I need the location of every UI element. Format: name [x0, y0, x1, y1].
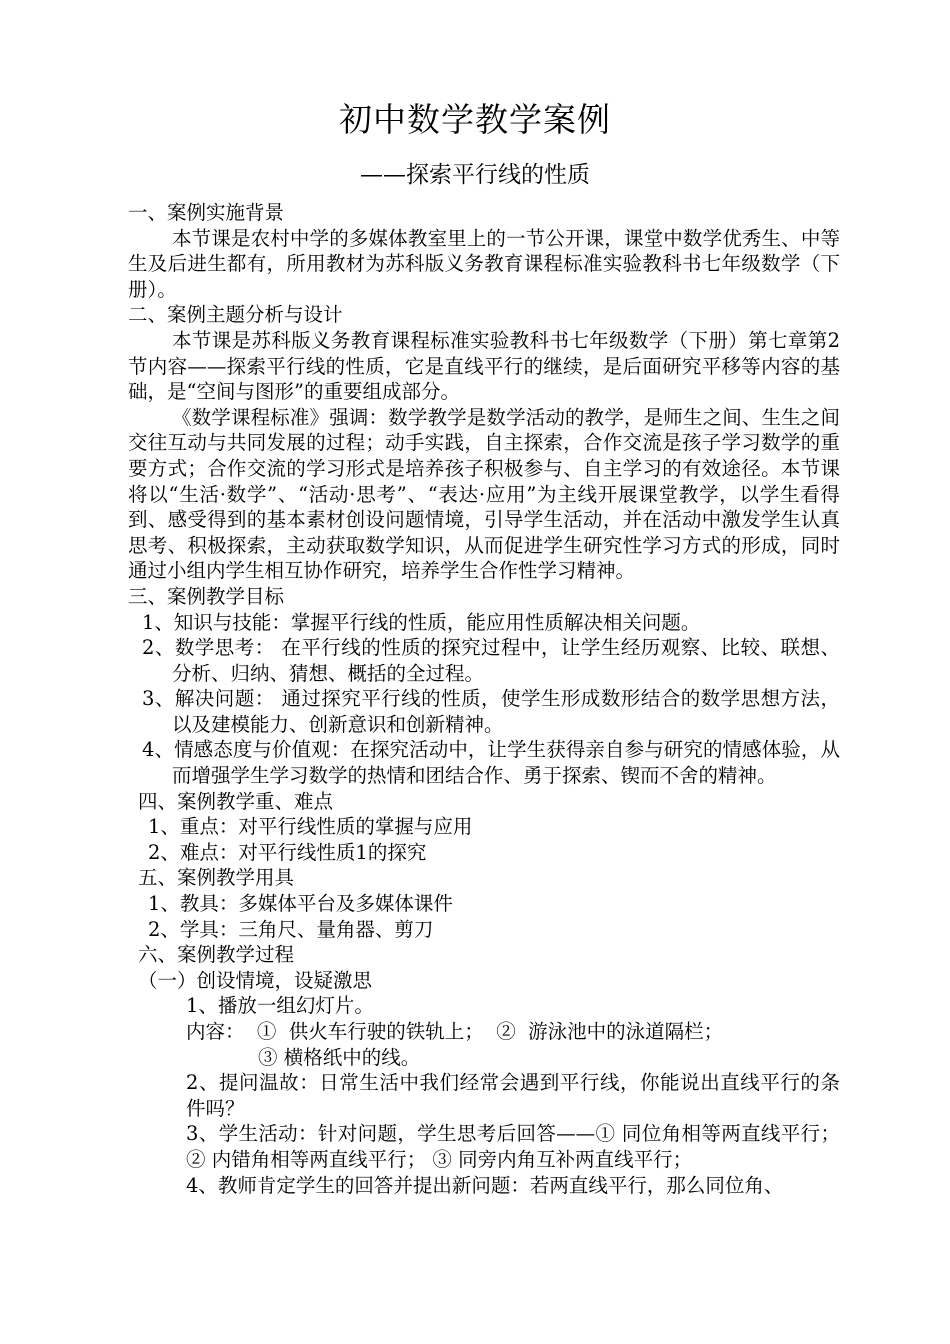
page-subtitle: ——探索平行线的性质: [360, 162, 590, 188]
list-item: 1、教具：多媒体平台及多媒体课件: [148, 892, 453, 916]
content-line: ③ 横格纸中的线。: [258, 1045, 421, 1069]
section-heading: 六、案例教学过程: [138, 943, 295, 967]
paragraph: 本节课是苏科版义务教育课程标准实验教科书七年级数学（下册）第七章第2节内容——探索平行线的性质，它是直线平行的继续，是后面研究平移等内容的基础，是“空间与图形”的重要组成部分。: [128, 328, 840, 404]
list-item: 2、难点：对平行线性质1的探究: [148, 840, 427, 864]
goal-item: 2、数学思考： 在平行线的性质的探究过程中，让学生经历观察、比较、联想、分析、归纳、猜想、概括的全过程。: [142, 636, 840, 685]
section-heading: 一、案例实施背景: [128, 201, 285, 224]
section-heading: 四、案例教学重、难点: [138, 789, 334, 813]
page-title: 初中数学教学案例: [339, 100, 611, 139]
content-line: 内容： ① 供火车行驶的铁轨上； ② 游泳池中的泳道隔栏；: [186, 1020, 724, 1043]
goal-item: 4、情感态度与价值观：在探究活动中，让学生获得亲自参与研究的情感体验，从而增强学生学习数学的热情和团结合作、勇于探索、锲而不舍的精神。: [142, 738, 840, 788]
document-body: [128, 200, 840, 1198]
goal-item: 1、知识与技能：掌握平行线的性质，能应用性质解决相关问题。: [142, 610, 701, 634]
subsection-heading: （一）创设情境，设疑激思: [138, 968, 373, 992]
process-step: 3、学生活动：针对问题，学生思考后回答——① 同位角相等两直线平行； ② 内错角相等两直线平行； ③ 同旁内角互补两直线平行；: [186, 1122, 840, 1171]
paragraph: 《数学课程标准》强调：数学教学是数学活动的教学，是师生之间、生生之间交往互动与共同发展的过程；动手实践，自主探索，合作交流是孩子学习数学的重要方式；合作交流的学习形式是培养孩子积极参与、自主学习的有效途径。本节课将以“生活·数学”、“活动·思考”、“表达·应用”为主线开展课堂教学，以学生看得到、感受得到的基本素材创设问题情境，引导学生活动，并在活动中激发学生认真思考、积极探索，主动获取数学知识，从而促进学生研究性学习方式的形成，同时通过小组内学生相互协作研究，培养学生合作性学习精神。: [128, 405, 840, 583]
goal-item: 3、解决问题： 通过探究平行线的性质，使学生形成数形结合的数学思想方法，以及建模能力、创新意识和创新精神。: [142, 687, 840, 736]
process-step: 2、提问温故：日常生活中我们经常会遇到平行线，你能说出直线平行的条件吗？: [186, 1071, 840, 1120]
section-heading: 二、案例主题分析与设计: [128, 303, 343, 327]
list-item: 1、重点：对平行线性质的掌握与应用: [148, 815, 473, 839]
list-item: 2、学具：三角尺、量角器、剪刀: [148, 917, 434, 941]
section-heading: 三、案例教学目标: [128, 584, 285, 608]
process-step: 1、播放一组幻灯片。: [186, 994, 374, 1018]
section-heading: 五、案例教学用具: [138, 866, 295, 890]
paragraph: 本节课是农村中学的多媒体教室里上的一节公开课，课堂中数学优秀生、中等生及后进生都有，所用教材为苏科版义务教育课程标准实验教科书七年级数学（下册）。: [128, 226, 840, 301]
process-step: 4、教师肯定学生的回答并提出新问题：若两直线平行，那么同位角、: [186, 1173, 784, 1197]
